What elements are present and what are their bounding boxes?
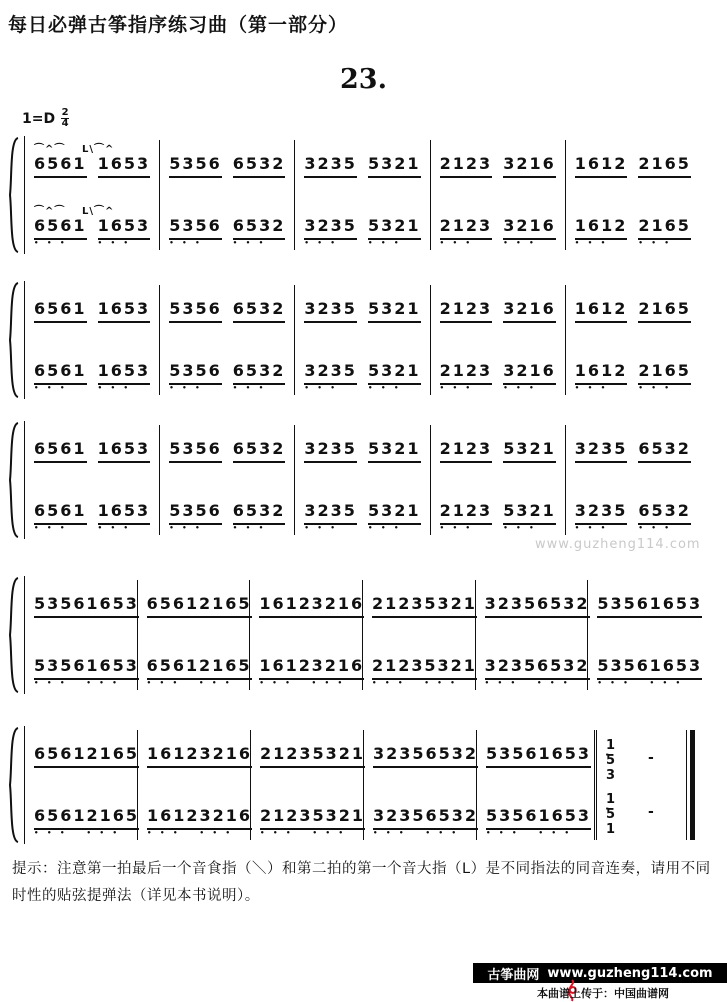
barline <box>159 285 160 395</box>
octave-dots: ••• <box>304 524 344 532</box>
note-group: 2123 ••• <box>439 361 493 392</box>
system-bracket <box>6 726 20 844</box>
note-group: 5321 ••• <box>368 361 421 392</box>
octave-dots: ••• <box>34 524 73 532</box>
note-group: 6532 ••• <box>638 501 691 532</box>
note-group: 5321 ••• <box>503 501 556 532</box>
barline <box>430 140 431 250</box>
time-signature <box>61 108 69 129</box>
staff-system <box>24 580 703 690</box>
octave-dots: ••• <box>34 679 73 687</box>
note-group: 2165 <box>199 594 252 618</box>
note-group: 5356 ••• <box>34 656 87 687</box>
note-group: 6532 <box>426 744 479 768</box>
watermark: www.guzheng114.com <box>535 537 701 552</box>
key-signature <box>22 108 69 129</box>
octave-dots: ••• <box>97 524 137 532</box>
note-group: 5356 ••• <box>169 216 222 247</box>
octave-dots: ••• <box>503 384 543 392</box>
note-group: 3235 ••• <box>304 501 357 532</box>
note-group: 3216 ••• <box>199 806 253 837</box>
key-label: 1=D <box>22 110 56 127</box>
note-group: 3235 ••• <box>304 216 357 247</box>
footer-credit: 本曲谱上传于：中国曲谱网 <box>537 987 669 1000</box>
fingering-mark: L\⌒^ <box>82 206 115 217</box>
octave-dots: ••• <box>147 829 186 837</box>
octave-dots: ••• <box>304 239 344 247</box>
note-group: 5321 <box>368 299 421 323</box>
note-group: 3235 ••• <box>373 806 426 837</box>
octave-dots: ••• <box>169 239 209 247</box>
note-group: 3216 <box>503 154 556 178</box>
octave-dots: ••• <box>368 384 407 392</box>
hold-dash: - <box>648 750 654 766</box>
note-group: 5321 ••• <box>368 501 421 532</box>
octave-dots: ••• <box>311 679 351 687</box>
note-group: 2123 ••• <box>260 806 313 837</box>
note-group: 5356 ••• <box>169 501 222 532</box>
note-group: 2165 <box>638 154 691 178</box>
note-group: 1612 ••• <box>574 216 628 247</box>
octave-dots: ••• <box>368 524 407 532</box>
octave-dots: ••• <box>260 829 299 837</box>
barline <box>430 425 431 535</box>
octave-dots: ••• <box>146 679 186 687</box>
note-group: 1653 ••• <box>538 806 592 837</box>
octave-dots: ••• <box>537 679 576 687</box>
note-group: 1612 ••• <box>574 361 628 392</box>
barline <box>137 730 138 840</box>
note-group: 1653 ••• <box>649 656 703 687</box>
note-group: 6561 <box>34 154 87 178</box>
note-group: 3235 <box>373 744 426 768</box>
octave-dots: ••• <box>86 679 126 687</box>
system-start-line <box>24 136 25 254</box>
note-group: 6561 ••• <box>34 361 87 392</box>
octave-dots: ••• <box>199 679 238 687</box>
note-group: 6561 ••• <box>34 216 87 247</box>
note-group: 5321 ••• <box>368 216 421 247</box>
note-group: 6532 <box>638 439 691 463</box>
octave-dots: ••• <box>34 239 73 247</box>
time-bottom: 4 <box>61 118 69 129</box>
barline <box>430 285 431 395</box>
note-group: 5356 <box>169 154 222 178</box>
note-group: 2123 ••• <box>439 501 493 532</box>
note-group: 5356 ••• <box>597 656 650 687</box>
barline <box>137 580 138 690</box>
note-group: 1612 <box>575 154 628 178</box>
barline <box>565 140 566 250</box>
note-group: 5321 <box>368 439 421 463</box>
octave-dots: ••• <box>439 524 479 532</box>
octave-dots: ••• <box>86 829 126 837</box>
note-group: 1612 <box>575 299 628 323</box>
note-group: 3216 <box>312 594 365 618</box>
octave-dots: ••• <box>574 239 614 247</box>
header-title: 每日必弹古筝指序练习曲（第一部分） <box>8 14 349 36</box>
note-group: 2123 ••• <box>439 216 493 247</box>
note-group: 6532 ••• <box>232 216 286 247</box>
octave-dots: ••• <box>638 239 678 247</box>
note-group: 2165 <box>638 299 691 323</box>
note-group: 5356 <box>34 594 87 618</box>
octave-dots: ••• <box>597 679 637 687</box>
octave-dots: ••• <box>199 829 239 837</box>
octave-dots: ••• <box>304 384 344 392</box>
barline <box>159 140 160 250</box>
instruction-note: 提示：注意第一拍最后一个音食指（＼）和第二拍的第一个音大指（L）是不同指法的同音连奏，请用不同时性的贴弦提弹法（详见本书说明）。 <box>12 861 711 904</box>
note-group: 6561 ••• <box>34 806 87 837</box>
fingering-mark: L\⌒^ <box>82 144 115 155</box>
note-group: 5356 ••• <box>486 806 539 837</box>
note-group: 5356 <box>169 299 222 323</box>
piece-number: 23. <box>340 64 387 95</box>
system-bracket <box>6 576 20 694</box>
note-group: 1653 ••• <box>97 501 151 532</box>
note-group: 1653 <box>98 154 151 178</box>
system-start-line <box>24 421 25 539</box>
note-group: 6532 <box>233 299 286 323</box>
note-group: 3216 ••• <box>311 656 365 687</box>
note-group: 5356 <box>486 744 539 768</box>
note-group: 3235 <box>575 439 628 463</box>
barline <box>476 730 477 840</box>
note-group: 3235 <box>304 154 357 178</box>
octave-dots: ••• <box>232 239 272 247</box>
system-bracket <box>6 281 20 399</box>
barline <box>294 425 295 535</box>
note-group: 2123 <box>260 744 313 768</box>
octave-dots: ••• <box>312 829 352 837</box>
repeat-barline <box>594 730 597 840</box>
octave-dots: ••• <box>503 524 543 532</box>
note-group: 3216 <box>503 299 556 323</box>
note-group: 5321 <box>503 439 556 463</box>
note-group: 1653 <box>86 594 139 618</box>
note-group: 3235 ••• <box>574 501 628 532</box>
note-group: 2123 <box>440 299 493 323</box>
note-group: 6532 <box>233 439 286 463</box>
note-group: 5356 <box>169 439 222 463</box>
octave-dots: ••• <box>169 384 209 392</box>
note-group: 6532 ••• <box>232 361 286 392</box>
note-group: 5321 <box>424 594 477 618</box>
barline <box>294 285 295 395</box>
staff-system <box>24 730 700 840</box>
note-group: 1653 ••• <box>97 216 151 247</box>
note-group: 2123 <box>372 594 425 618</box>
octave-dots: ••• <box>486 829 525 837</box>
octave-dots: ••• <box>368 239 407 247</box>
note-group: 6561 ••• <box>146 656 200 687</box>
note-group: 6561 ••• <box>34 501 87 532</box>
barline <box>587 580 588 690</box>
octave-dots: ••• <box>574 524 614 532</box>
staff-system <box>24 425 700 535</box>
time-top: 2 <box>61 107 69 118</box>
barline <box>363 730 364 840</box>
note-group: 3235 <box>304 439 357 463</box>
barline <box>565 285 566 395</box>
staff-system <box>24 285 700 395</box>
octave-dots: ••• <box>484 679 524 687</box>
staff-system <box>24 140 700 250</box>
octave-dots: ••• <box>424 679 464 687</box>
note-group: 2165 ••• <box>199 656 252 687</box>
note-group: 1653 <box>98 299 151 323</box>
octave-dots: ••• <box>259 679 299 687</box>
note-group: 3235 ••• <box>484 656 538 687</box>
octave-dots: ••• <box>97 239 137 247</box>
fingering-mark: ⌒^⌒ <box>34 206 66 217</box>
barline <box>475 580 476 690</box>
octave-dots: ••• <box>574 384 614 392</box>
octave-dots: ••• <box>232 384 272 392</box>
note-group: 5321 ••• <box>424 656 477 687</box>
barline <box>250 730 251 840</box>
note-group: 1653 ••• <box>97 361 151 392</box>
final-chord: 1̇53 <box>603 738 618 783</box>
barline <box>362 580 363 690</box>
note-group: 1653 <box>539 744 592 768</box>
octave-dots: ••• <box>425 829 465 837</box>
octave-dots: ••• <box>649 679 689 687</box>
note-group: 6532 <box>233 154 286 178</box>
barline <box>159 425 160 535</box>
note-group: 6532 ••• <box>232 501 286 532</box>
hold-dash: - <box>648 804 654 820</box>
note-group: 3235 <box>485 594 538 618</box>
note-group: 2123 ••• <box>372 656 425 687</box>
note-group: 1653 <box>98 439 151 463</box>
note-group: 6561 <box>34 744 87 768</box>
note-group: 6561 <box>147 594 200 618</box>
note-group: 5356 <box>597 594 650 618</box>
octave-dots: ••• <box>638 524 678 532</box>
note-group: 1653 <box>650 594 703 618</box>
note-group: 6532 ••• <box>537 656 590 687</box>
octave-dots: ••• <box>538 829 578 837</box>
system-start-line <box>24 281 25 399</box>
octave-dots: ••• <box>503 239 543 247</box>
banner-site-name: 古筝曲网 <box>487 967 540 983</box>
octave-dots: ••• <box>97 384 137 392</box>
note-group: 6561 <box>34 299 87 323</box>
octave-dots: ••• <box>439 384 479 392</box>
system-start-line <box>24 576 25 694</box>
octave-dots: ••• <box>372 679 411 687</box>
octave-dots: ••• <box>34 829 73 837</box>
note-group: 6532 <box>537 594 590 618</box>
octave-dots: ••• <box>373 829 412 837</box>
note-group: 1653 ••• <box>86 656 139 687</box>
note-group: 5321 ••• <box>312 806 366 837</box>
note-group: 3235 <box>304 299 357 323</box>
octave-dots: ••• <box>638 384 678 392</box>
system-bracket <box>6 421 20 539</box>
final-chord: 1̇51 <box>603 792 618 837</box>
note-group: 3216 ••• <box>503 216 556 247</box>
barline <box>565 425 566 535</box>
system-start-line <box>24 726 25 844</box>
octave-dots: ••• <box>34 384 73 392</box>
final-barline <box>686 730 695 840</box>
octave-dots: ••• <box>169 524 209 532</box>
note-group: 3216 <box>200 744 253 768</box>
note-group: 2123 <box>440 154 493 178</box>
note-group: 3235 ••• <box>304 361 357 392</box>
note-group: 2165 ••• <box>638 361 691 392</box>
note-group: 1612 <box>259 594 312 618</box>
note-group: 5321 <box>368 154 421 178</box>
note-group: 1612 ••• <box>259 656 312 687</box>
barline <box>249 580 250 690</box>
site-banner[interactable] <box>473 963 727 983</box>
fingering-mark: ⌒^⌒ <box>34 144 66 155</box>
note-group: 2165 <box>87 744 140 768</box>
note-group: 6561 <box>34 439 87 463</box>
note-group: 1612 ••• <box>147 806 200 837</box>
banner-site-url: www.guzheng114.com <box>547 965 713 981</box>
note-group: 2123 <box>440 439 493 463</box>
note-group: 5321 <box>313 744 366 768</box>
octave-dots: ••• <box>232 524 272 532</box>
note-group: 1612 <box>147 744 200 768</box>
note-group: 3216 ••• <box>503 361 556 392</box>
octave-dots: ••• <box>439 239 479 247</box>
note-group: 2165 ••• <box>638 216 691 247</box>
barline <box>294 140 295 250</box>
note-group: 5356 ••• <box>169 361 222 392</box>
note-group: 6532 ••• <box>425 806 479 837</box>
system-bracket <box>6 136 20 254</box>
note-group: 2165 ••• <box>86 806 140 837</box>
